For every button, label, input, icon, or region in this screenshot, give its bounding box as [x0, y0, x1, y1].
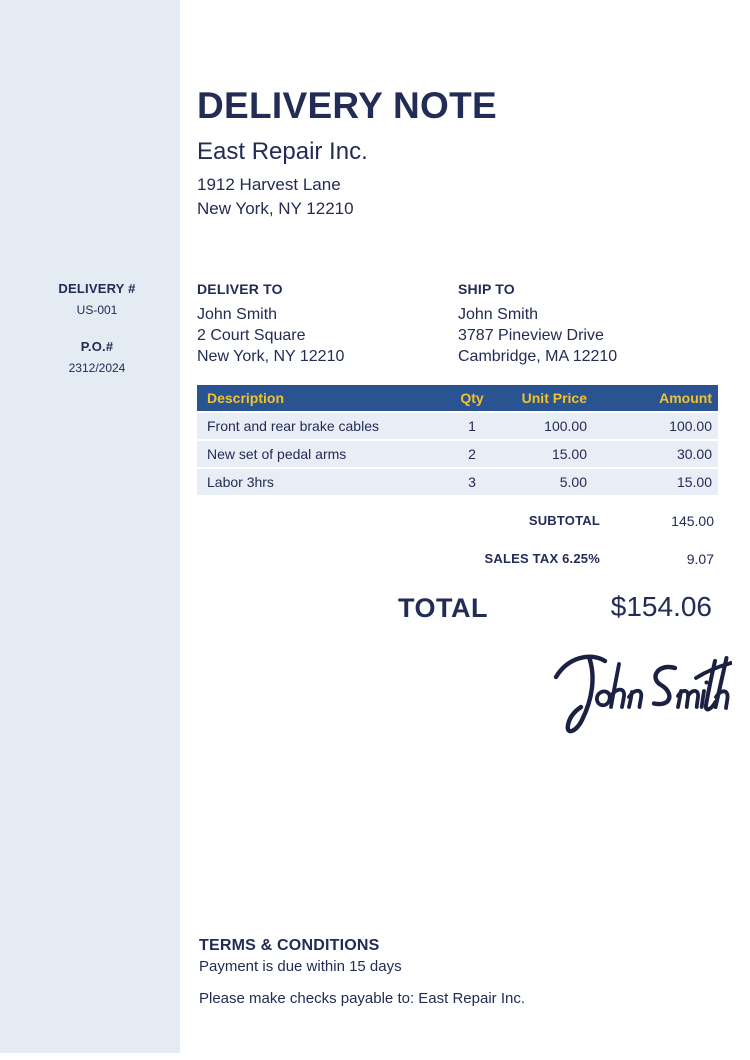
left-accent-band: [0, 0, 180, 1053]
delivery-number-label: DELIVERY #: [58, 281, 136, 296]
ship-to-label: SHIP TO: [458, 281, 515, 297]
company-address-line2: New York, NY 12210: [197, 198, 354, 218]
column-header-qty: Qty: [447, 385, 497, 411]
terms-checks-line: Please make checks payable to: East Repair Inc.: [199, 990, 526, 1007]
ship-to-street: 3787 Pineview Drive: [458, 327, 604, 344]
po-number-value: 2312/2024: [68, 361, 126, 375]
item-amount: 30.00: [622, 441, 718, 467]
company-address: [197, 173, 717, 221]
terms-section: [199, 937, 679, 1007]
item-amount: 15.00: [622, 469, 718, 495]
terms-heading: TERMS & CONDITIONS: [199, 937, 380, 954]
signature-john-smith-scribble: [546, 644, 732, 739]
deliver-to-name: John Smith: [197, 306, 278, 323]
item-qty: 1: [447, 413, 497, 439]
deliver-to-street: 2 Court Square: [197, 327, 306, 344]
item-description: Labor 3hrs: [197, 469, 447, 495]
table-row: [197, 413, 718, 439]
table-row: [197, 441, 718, 467]
ship-to-city: Cambridge, MA 12210: [458, 348, 618, 365]
table-row: [197, 469, 718, 495]
deliver-to-address: [197, 304, 458, 367]
terms-payment-line: Payment is due within 15 days: [199, 958, 402, 975]
ship-to-address: [458, 304, 719, 367]
deliver-to-label: DELIVER TO: [197, 281, 283, 297]
company-name: East Repair Inc.: [197, 137, 368, 165]
column-header-unit-price: Unit Price: [497, 385, 622, 411]
document-title: DELIVERY NOTE: [197, 85, 497, 126]
subtotal-label: SUBTOTAL: [528, 513, 600, 528]
item-unit-price: 15.00: [497, 441, 622, 467]
document-numbers: [0, 281, 180, 375]
total-value: $154.06: [610, 591, 712, 622]
sales-tax-label: SALES TAX 6.25%: [484, 551, 600, 566]
po-number-label: P.O.#: [80, 339, 114, 354]
ship-to-name: John Smith: [458, 306, 539, 323]
signature: [546, 644, 732, 739]
item-unit-price: 5.00: [497, 469, 622, 495]
items-table-header-row: [197, 385, 718, 411]
items-table: [197, 383, 718, 497]
column-header-description: Description: [197, 385, 447, 411]
item-description: New set of pedal arms: [197, 441, 447, 467]
deliver-to-block: [197, 281, 458, 367]
subtotal-value: 145.00: [671, 513, 714, 529]
delivery-number-value: US-001: [76, 303, 118, 317]
item-qty: 2: [447, 441, 497, 467]
total-label: TOTAL: [398, 593, 488, 623]
recipients-section: [197, 281, 719, 367]
column-header-amount: Amount: [622, 385, 718, 411]
sales-tax-value: 9.07: [686, 551, 714, 567]
item-amount: 100.00: [622, 413, 718, 439]
ship-to-block: [458, 281, 719, 367]
item-description: Front and rear brake cables: [197, 413, 447, 439]
company-address-line1: 1912 Harvest Lane: [197, 174, 341, 194]
item-unit-price: 100.00: [497, 413, 622, 439]
item-qty: 3: [447, 469, 497, 495]
document-header: [197, 86, 717, 221]
deliver-to-city: New York, NY 12210: [197, 348, 345, 365]
